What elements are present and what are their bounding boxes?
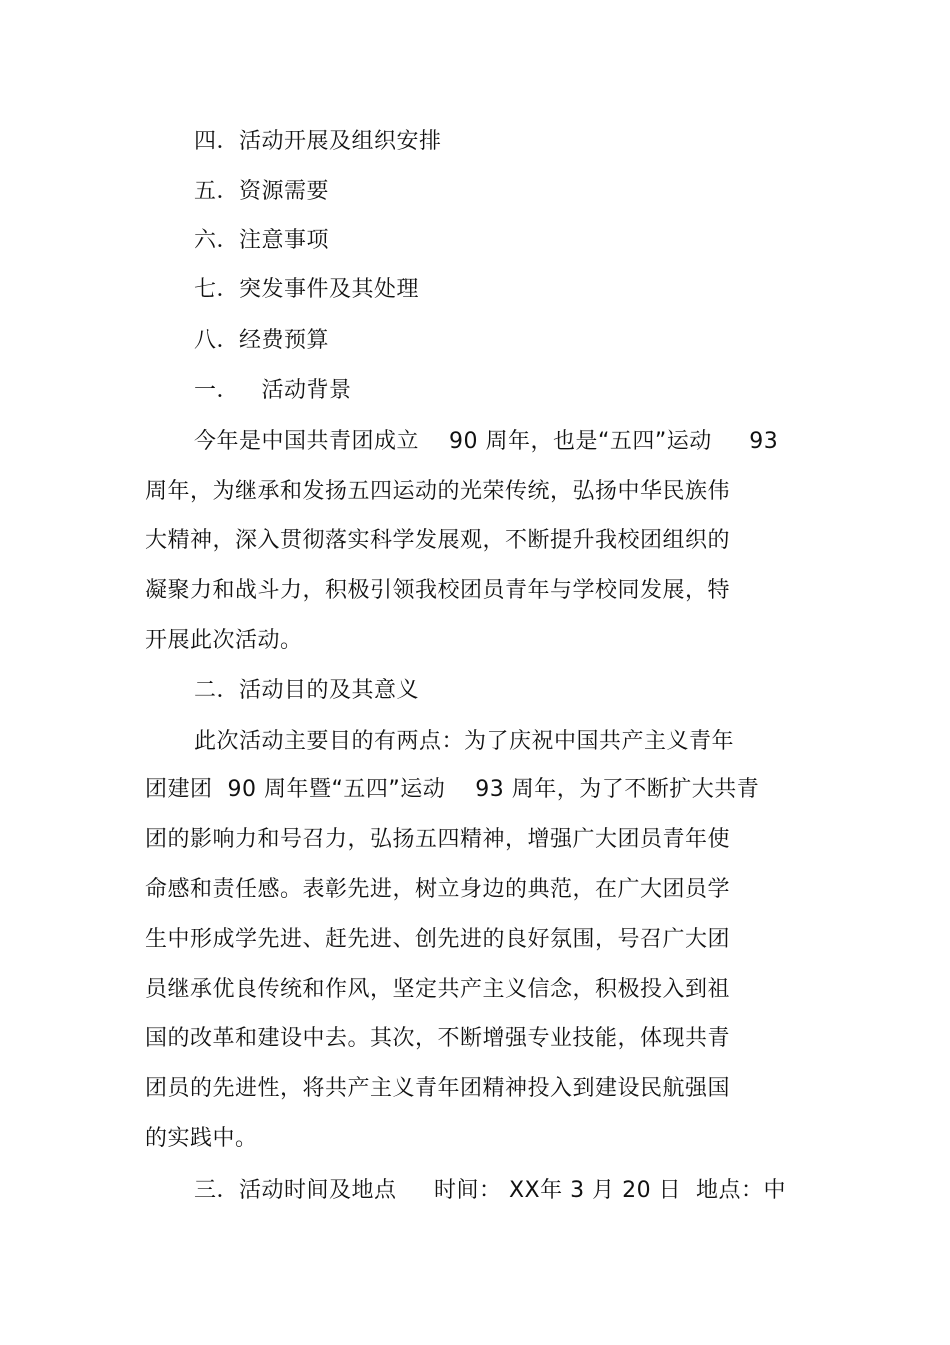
paragraph-line: 此次活动主要目的有两点：为了庆祝中国共产主义青年	[194, 729, 735, 754]
paragraph-line: 今年是中国共青团成立 90 周年，也是“五四”运动 93	[194, 429, 779, 454]
paragraph-line: 团的影响力和号召力，弘扬五四精神，增强广大团员青年使	[145, 827, 731, 852]
paragraph-line: 周年，为继承和发扬五四运动的光荣传统，弘扬中华民族伟	[145, 479, 731, 504]
paragraph-line: 的实践中。	[145, 1126, 258, 1151]
paragraph-line: 生中形成学先进、赶先进、创先进的良好氛围，号召广大团	[145, 927, 731, 952]
outline-item-8: 八．经费预算	[194, 328, 330, 353]
outline-item-5: 五．资源需要	[194, 179, 330, 204]
paragraph-line: 团员的先进性，将共产主义青年团精神投入到建设民航强国	[145, 1076, 731, 1101]
paragraph-line: 开展此次活动。	[145, 628, 303, 653]
paragraph-line: 国的改革和建设中去。其次，不断增强专业技能，体现共青	[145, 1026, 731, 1051]
section-heading-background: 一． 活动背景	[194, 378, 352, 403]
paragraph-line: 命感和责任感。表彰先进，树立身边的典范，在广大团员学	[145, 877, 731, 902]
outline-item-6: 六．注意事项	[194, 228, 330, 253]
section-heading-time-place: 三．活动时间及地点 时间： XX年 3 月 20 日 地点：中	[194, 1178, 787, 1203]
outline-item-4: 四．活动开展及组织安排	[194, 129, 442, 154]
section-heading-purpose: 二．活动目的及其意义	[194, 678, 420, 703]
outline-item-7: 七．突发事件及其处理	[194, 277, 420, 302]
paragraph-line: 大精神，深入贯彻落实科学发展观，不断提升我校团组织的	[145, 528, 731, 553]
paragraph-line: 团建团 90 周年暨“五四”运动 93 周年，为了不断扩大共青	[145, 777, 760, 802]
paragraph-line: 员继承优良传统和作风，坚定共产主义信念，积极投入到祖	[145, 977, 731, 1002]
paragraph-line: 凝聚力和战斗力，积极引领我校团员青年与学校同发展，特	[145, 578, 731, 603]
